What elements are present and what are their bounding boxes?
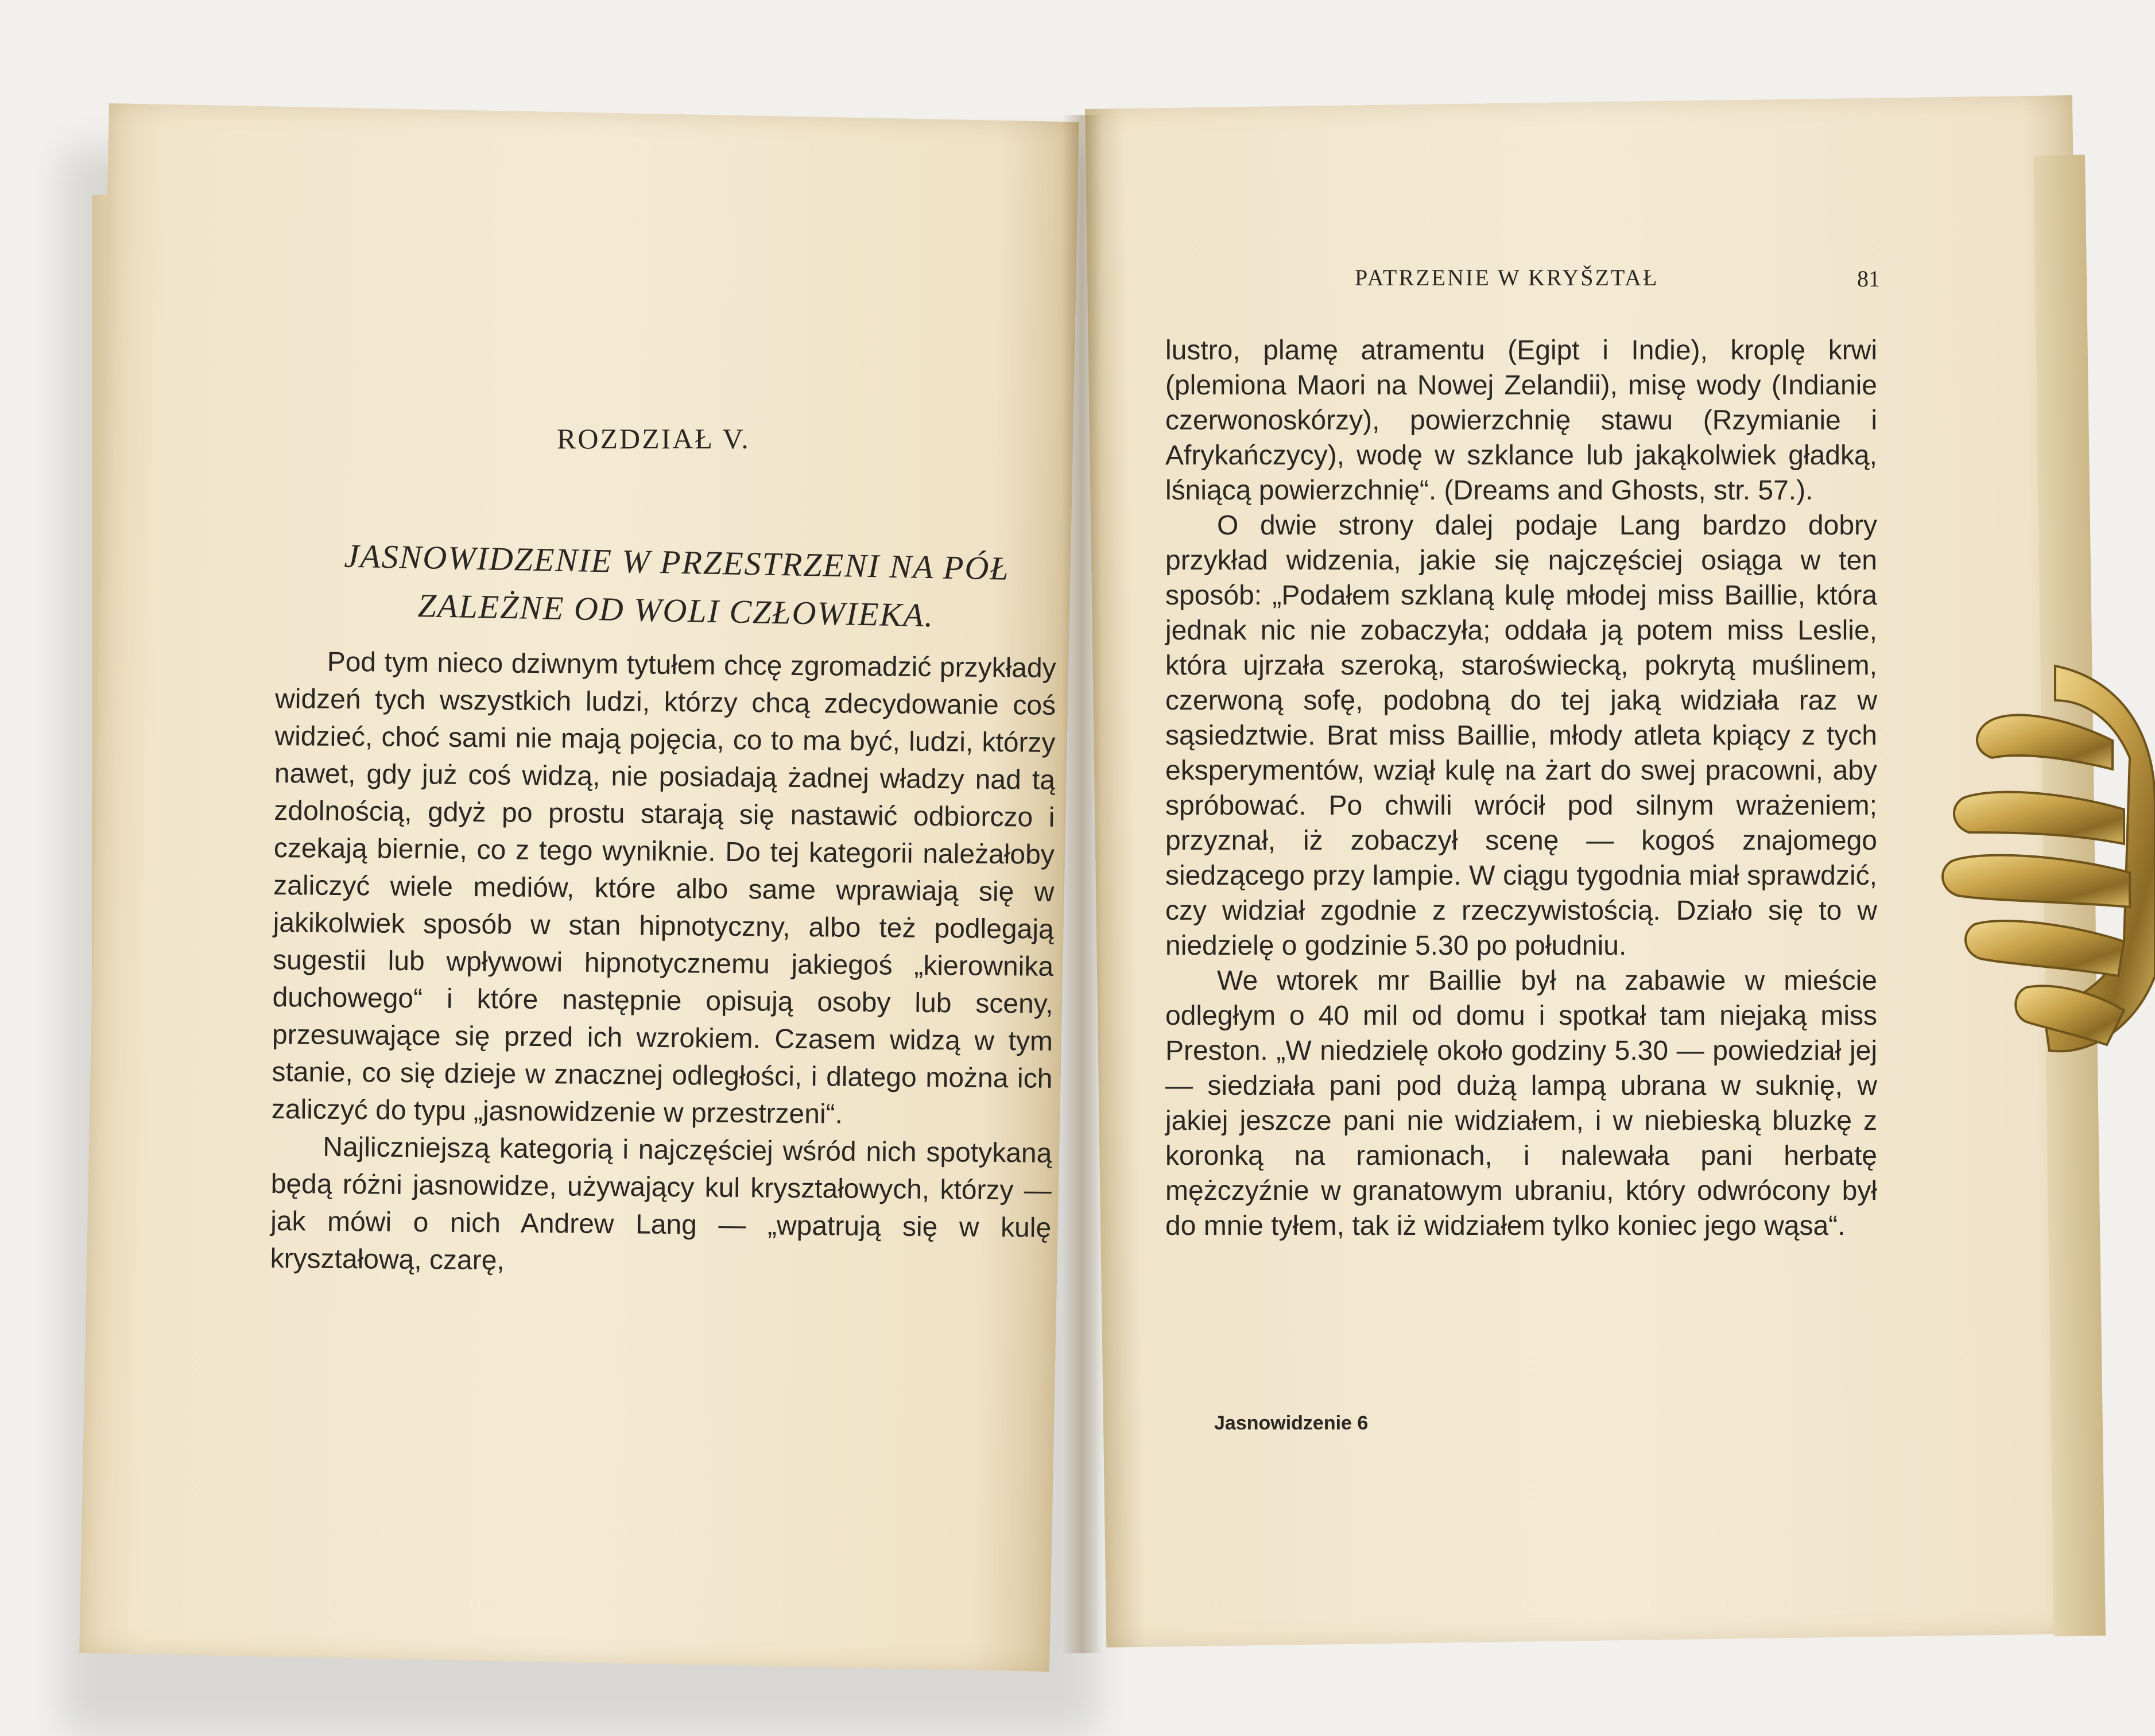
brass-hand-icon xyxy=(1940,654,2155,1068)
chapter-heading: ROZDZIAŁ V. xyxy=(557,423,750,455)
left-paragraph-2: Najliczniejszą kategorią i najczęściej wśród nich spotykaną będą różni jasnowidze, używający kul kryształowych, którzy — jak mówi o nich Andrew Lang — „wpatrują się w kulę kryształową, czarę, xyxy=(270,1132,1052,1276)
running-header: PATRZENIE W KRYŠZTAŁ xyxy=(1355,265,1659,290)
right-paragraph-3: We wtorek mr Baillie był na zabawie w mieście odległym o 40 mil od domu i spotkał tam niejaką miss Preston. „W niedzielę około godziny 5.30 — powiedział jej — siedziała pani pod dużą lampą ubrana w suknię, w jakiej jeszcze pani nie widziałem, i w niebieską bluzkę z koronką na ramionach, i nalewała pani herbatę mężczyźnie w granatowym ubraniu, który odwrócony był do mnie tyłem, tak iż widziałem tylko koniec jego wąsa“. xyxy=(1165,966,1877,1241)
left-page-body xyxy=(270,643,1056,1284)
right-page-body xyxy=(1165,333,1877,1243)
book-gutter xyxy=(1062,115,1102,1653)
chapter-subtitle-line1: JASNOWIDZENIE W PRZESTRZENI NA PÓŁ xyxy=(343,537,1010,587)
left-paragraph-1: Pod tym nieco dziwnym tytułem chcę zgromadzić przykłady widzeń tych wszystkich ludzi, którzy chcą zdecydowanie coś widzieć, choć sami nie mają pojęcia, co to ma być, ludzi, którzy nawet, gdy już coś widzą, nie posiadają żadnej władzy nad tą zdolnością, gdyż po prostu starają się nastawić odbiorczo i czekają biernie, co z tego wyniknie. Do tej kategorii należałoby zaliczyć wiele mediów, które albo same wprawiają się w jakikolwiek sposób w stan hipnotyczny, albo też podlegają sugestii lub wpływowi hipnotycznemu jakiegoś „kierownika duchowego“ i które następnie opisują osoby lub sceny, przesuwające się przed ich wzrokiem. Czasem widzą w tym stanie, co się dzieje w znacznej odległości, i dlatego można ich zaliczyć do typu „jasnowidzenie w przestrzeni“. xyxy=(271,646,1056,1130)
chapter-subtitle xyxy=(297,531,1056,642)
chapter-subtitle-line2: ZALEŻNE OD WOLI CZŁOWIEKA. xyxy=(417,587,935,634)
right-paragraph-1: lustro, plamę atramentu (Egipt i Indie), kroplę krwi (plemiona Maori na Nowej Zelandii), misę wody (Indianie czerwonoskórzy), powierzchnię stawu (Rzymianie i Afrykańczycy), wodę w szklance lub jakąkolwiek gładką, lśniącą powierzchnię“. (Dreams and Ghosts, str. 57.). xyxy=(1165,335,1877,506)
signature-mark: Jasnowidzenie 6 xyxy=(1214,1412,1369,1434)
page-number: 81 xyxy=(1857,266,1880,292)
right-paragraph-2: O dwie strony dalej podaje Lang bardzo dobry przykład widzenia, jakie się najczęściej osiąga w ten sposób: „Podałem szklaną kulę młodej miss Baillie, która jednak nic nie zobaczyła; oddała ją potem miss Leslie, która ujrzała szeroką, staroświecką, pokrytą muślinem, czerwoną sofę, podobną do tej jaką widziała raz w sąsiedztwie. Brat miss Baillie, młody atleta kpiący z tych eksperymentów, wziął kulę na żart do swej pracowni, aby spróbować. Po chwili wrócił pod silnym wrażeniem; przyznał, iż zobaczył scenę — kogoś znajomego siedzącego przy lampie. W ciągu tygodnia miał sprawdzić, czy widział zgodnie z rzeczywistością. Działo się to w niedzielę o godzinie 5.30 po południu. xyxy=(1165,510,1877,961)
